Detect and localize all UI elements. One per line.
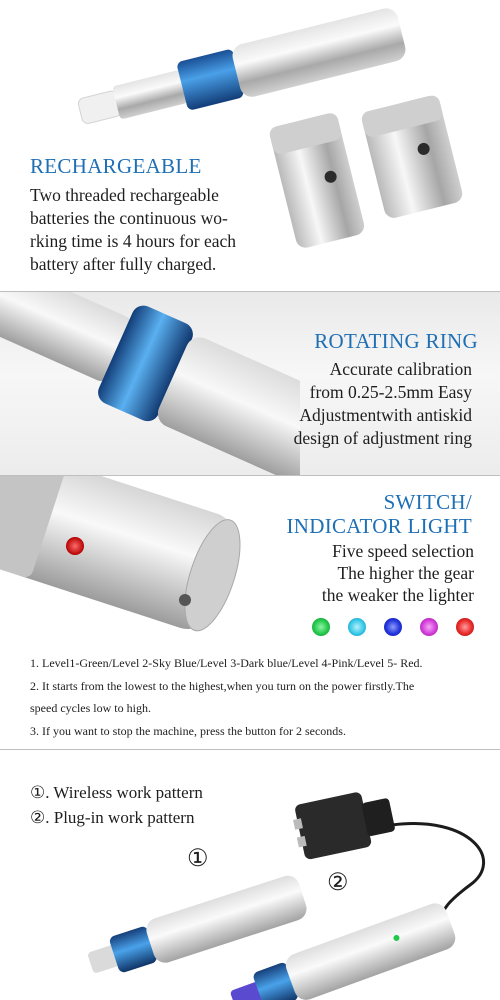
speed-dot-green [312,618,330,636]
speed-dot-red [456,618,474,636]
note-2-continued: speed cycles low to high. [30,701,151,715]
switch-line-1: Five speed selection [332,541,474,561]
rotating-ring-closeup-image [0,292,300,476]
rechargeable-title: RECHARGEABLE [30,154,202,178]
switch-line-3: the weaker the lighter [321,585,474,605]
rechargeable-section [0,0,500,292]
rechargeable-line-1: Two threaded rechargeable [30,185,219,205]
switch-indicator-section [0,476,500,648]
note-1: 1. Level1-Green/Level 2-Sky Blue/Level 3-Dark blue/Level 4-Pink/Level 5- Red. [30,656,423,670]
plug-in-pattern-badge: ② [327,870,349,896]
speed-dot-dark-blue [384,618,402,636]
rechargeable-line-3: rking time is 4 hours for each [30,231,237,251]
note-2: 2. It starts from the lowest to the highest,when you turn on the power firstly.The [30,679,415,693]
switch-line-2: The higher the gear [337,563,474,583]
rotating-ring-line-3: Adjustmentwith antiskid [299,405,472,425]
wireless-pattern-badge: ① [187,846,209,872]
note-3: 3. If you want to stop the machine, press the button for 2 seconds. [30,724,346,738]
speed-dot-sky-blue [348,618,366,636]
rotating-ring-line-1: Accurate calibration [329,359,472,379]
rechargeable-line-4: battery after fully charged. [30,254,217,274]
wireless-pattern-label: ①. Wireless work pattern [30,783,203,802]
rotating-ring-line-4: design of adjustment ring [293,428,472,448]
rechargeable-line-2: batteries the continuous wo- [30,208,228,228]
switch-title-line-1: SWITCH/ [383,490,472,514]
speed-notes-section [0,648,500,750]
rotating-ring-line-2: from 0.25-2.5mm Easy [309,382,472,402]
work-patterns-image [0,750,500,1000]
speed-dot-pink [420,618,438,636]
plug-in-pattern-label: ②. Plug-in work pattern [30,808,195,827]
switch-title-line-2: INDICATOR LIGHT [286,514,472,538]
work-patterns-section [0,750,500,1000]
rotating-ring-title: ROTATING RING [314,329,478,353]
rotating-ring-section [0,292,500,476]
indicator-light-closeup-image [0,476,270,648]
